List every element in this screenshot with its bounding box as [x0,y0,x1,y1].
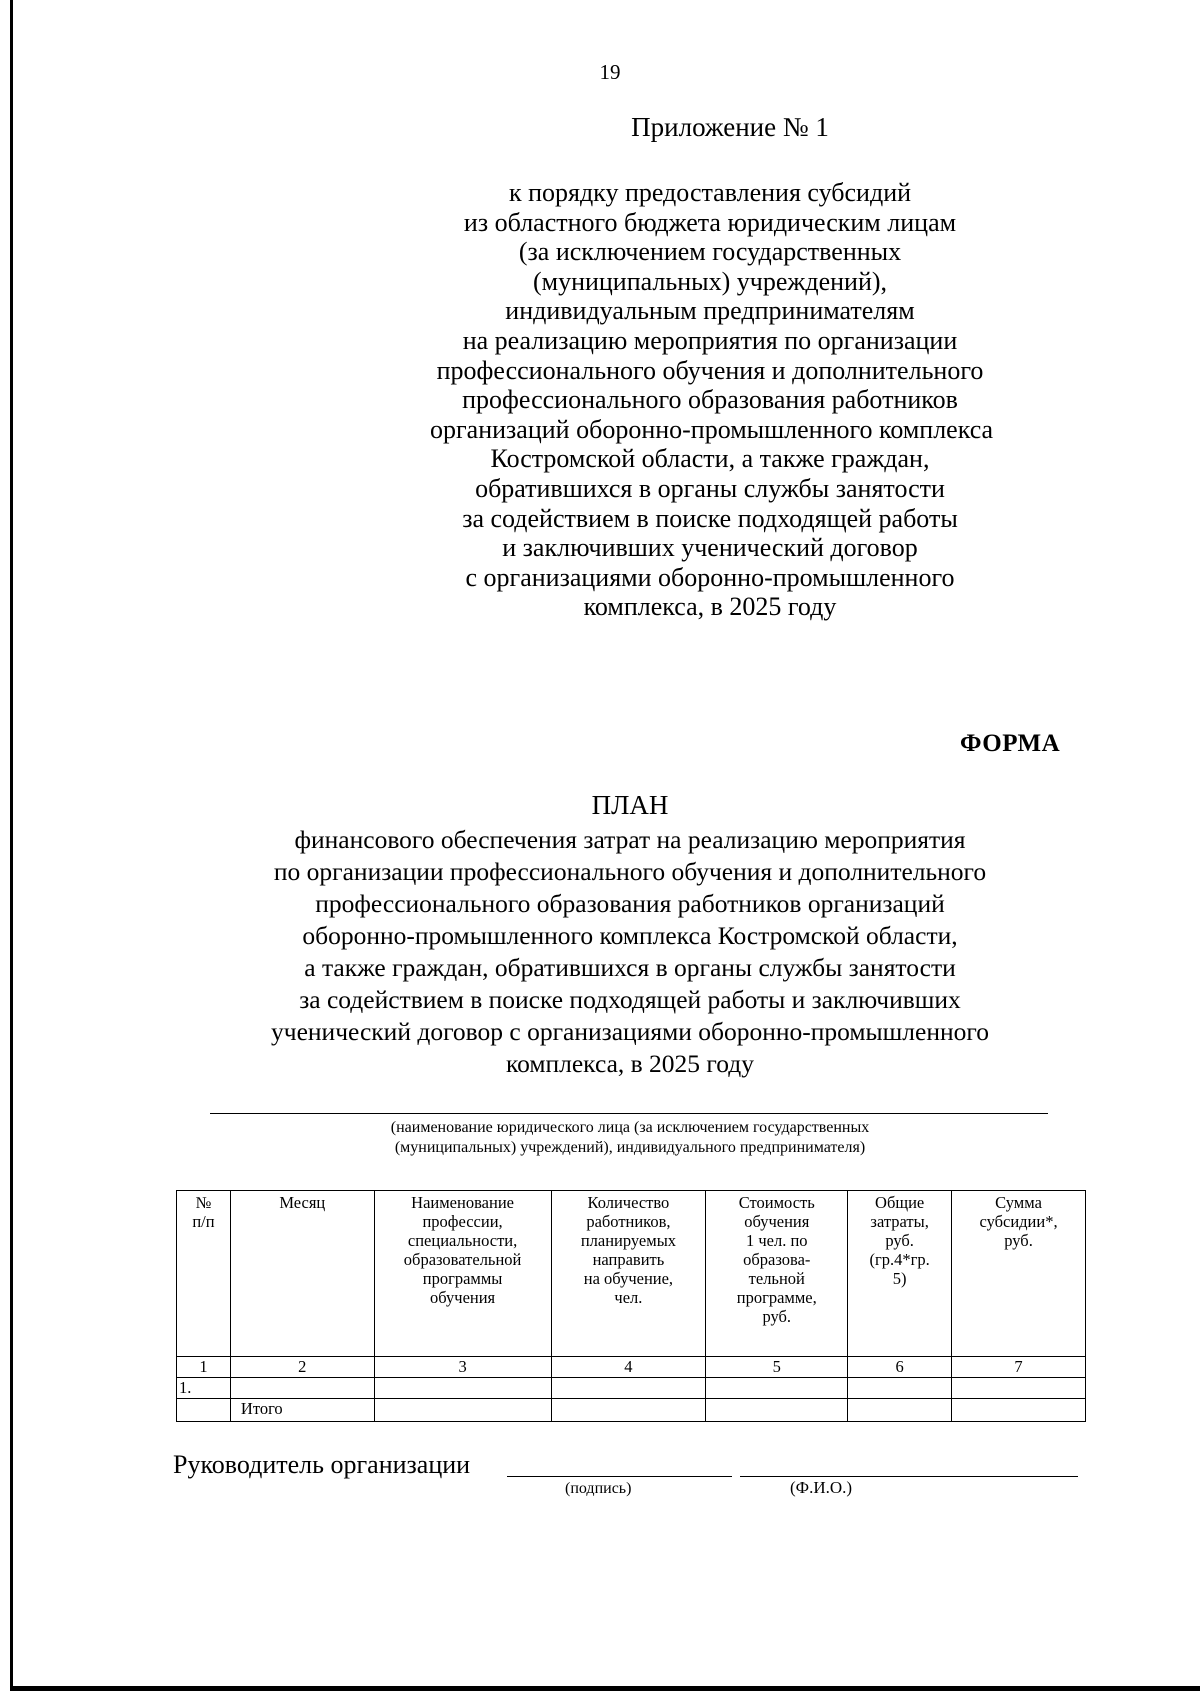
appendix-line: организаций оборонно-промышленного комплекса [430,414,994,444]
table-cell[interactable] [952,1399,1086,1422]
plan-subtitle-line: профессионального образования работников организаций [315,889,945,918]
header-line: субсидии*, [979,1212,1058,1231]
header-line: специальности, [407,1231,518,1250]
org-name-caption [270,1118,990,1158]
header-line: профессии, [422,1212,503,1231]
header-line: обучения [744,1212,810,1231]
appendix-line: с организациями оборонно-промышленного [465,562,955,592]
scan-border-bottom [10,1686,1200,1691]
column-header-profession [374,1191,551,1357]
appendix-line: (муниципальных) учреждений), [532,266,888,296]
appendix-line: (за исключением государственных [518,237,902,267]
appendix-line: индивидуальным предпринимателям [505,296,915,326]
org-name-field-line[interactable] [210,1113,1048,1114]
table-cell[interactable] [706,1399,848,1422]
appendix-line: Костромской области, а также граждан, [490,444,930,474]
header-line: на обучение, [583,1269,674,1288]
signature-label: Руководитель организации [173,1450,471,1479]
column-number: 2 [230,1357,374,1378]
column-number: 5 [706,1357,848,1378]
appendix-line: и заключивших ученический договор [502,533,918,563]
column-number: 1 [177,1357,231,1378]
table-cell[interactable] [952,1378,1086,1399]
page-number: 19 [599,60,621,84]
table-cell[interactable] [848,1399,952,1422]
column-header-number [177,1191,231,1357]
plan-subtitle-line: оборонно-промышленного комплекса Костромской области, [302,921,958,950]
header-line: Стоимость [738,1193,815,1212]
column-header-subsidy-amount [952,1191,1086,1357]
appendix-line: обратившихся в органы службы занятости [475,473,945,503]
header-line: Количество [587,1193,670,1212]
total-label: Итого [230,1399,374,1422]
table-cell[interactable]: 1. [177,1378,231,1399]
header-line: 5) [892,1269,907,1288]
appendix-line: за содействием в поиске подходящей работы [462,503,958,533]
header-line: 1 чел. по [745,1231,808,1250]
header-line: образовательной [403,1250,522,1269]
signature-field-line[interactable] [507,1476,732,1477]
appendix-line: профессионального образования работников [462,385,958,415]
header-line: Наименование [411,1193,514,1212]
header-line: № [195,1193,212,1212]
header-line: затраты, [870,1212,929,1231]
org-name-caption-line: (наименование юридического лица (за исключением государственных [390,1119,870,1136]
table-total-row [177,1399,1086,1422]
header-line: планируемых [580,1231,677,1250]
table-cell[interactable] [230,1378,374,1399]
appendix-line: профессионального обучения и дополнительного [436,355,984,385]
plan-subtitle-line: финансового обеспечения затрат на реализацию мероприятия [294,825,966,854]
header-line: тельной [748,1269,805,1288]
column-number: 3 [374,1357,551,1378]
header-line: (гр.4*гр. [869,1250,930,1269]
signature-caption: (подпись) [565,1480,632,1497]
plan-subtitle-line: комплекса, в 2025 году [506,1049,754,1078]
table-cell[interactable] [551,1399,706,1422]
column-header-total-costs [848,1191,952,1357]
header-line: работников, [586,1212,671,1231]
header-line: программы [422,1269,503,1288]
plan-subtitle-line: а также граждан, обратившихся в органы службы занятости [304,953,956,982]
column-header-month [230,1191,374,1357]
plan-subtitle-line: за содействием в поиске подходящей работы и заключивших [299,985,961,1014]
scan-border-left [10,0,13,1690]
table-cell[interactable] [374,1378,551,1399]
header-line: программе, [736,1288,817,1307]
table-cell[interactable] [706,1378,848,1399]
plan-table [176,1190,1086,1422]
column-number: 4 [551,1357,706,1378]
plan-subtitle-line: ученический договор с организациями оборонно-промышленного [271,1017,989,1046]
header-line: обучения [430,1288,496,1307]
appendix-line: на реализацию мероприятия по организации [462,325,958,355]
column-header-worker-count [551,1191,706,1357]
header-line: Общие [875,1193,925,1212]
table-cell[interactable] [374,1399,551,1422]
appendix-title: Приложение № 1 [631,112,829,142]
header-line: Сумма [995,1193,1042,1212]
org-name-caption-line: (муниципальных) учреждений), индивидуального предпринимателя) [394,1139,866,1156]
table-cell[interactable] [848,1378,952,1399]
appendix-line: комплекса, в 2025 году [583,592,837,622]
appendix-line: к порядку предоставления субсидий [508,178,912,207]
appendix-line: из областного бюджета юридическим лицам [463,207,957,237]
full-name-field-line[interactable] [740,1476,1078,1477]
column-header-training-cost [706,1191,848,1357]
table-header-row [177,1191,1086,1357]
header-line: руб. [885,1231,914,1250]
column-number: 6 [848,1357,952,1378]
header-line: направить [592,1250,665,1269]
full-name-caption: (Ф.И.О.) [790,1478,853,1497]
plan-title: ПЛАН [591,790,669,820]
header-line: чел. [614,1288,643,1307]
table-cell[interactable] [177,1399,231,1422]
header-line: руб. [762,1307,792,1326]
header-line: руб. [1004,1231,1033,1250]
form-label: ФОРМА [960,730,1061,757]
table-row [177,1378,1086,1399]
column-number: 7 [952,1357,1086,1378]
header-line: п/п [192,1212,215,1231]
plan-subtitle-line: по организации профессионального обучения и дополнительного [273,857,987,886]
appendix-description [430,178,994,622]
plan-subtitle [190,824,1070,1080]
column-number-row [177,1357,1086,1378]
table-cell[interactable] [551,1378,706,1399]
header-line: образова- [743,1250,811,1269]
header-line: Месяц [279,1193,326,1212]
